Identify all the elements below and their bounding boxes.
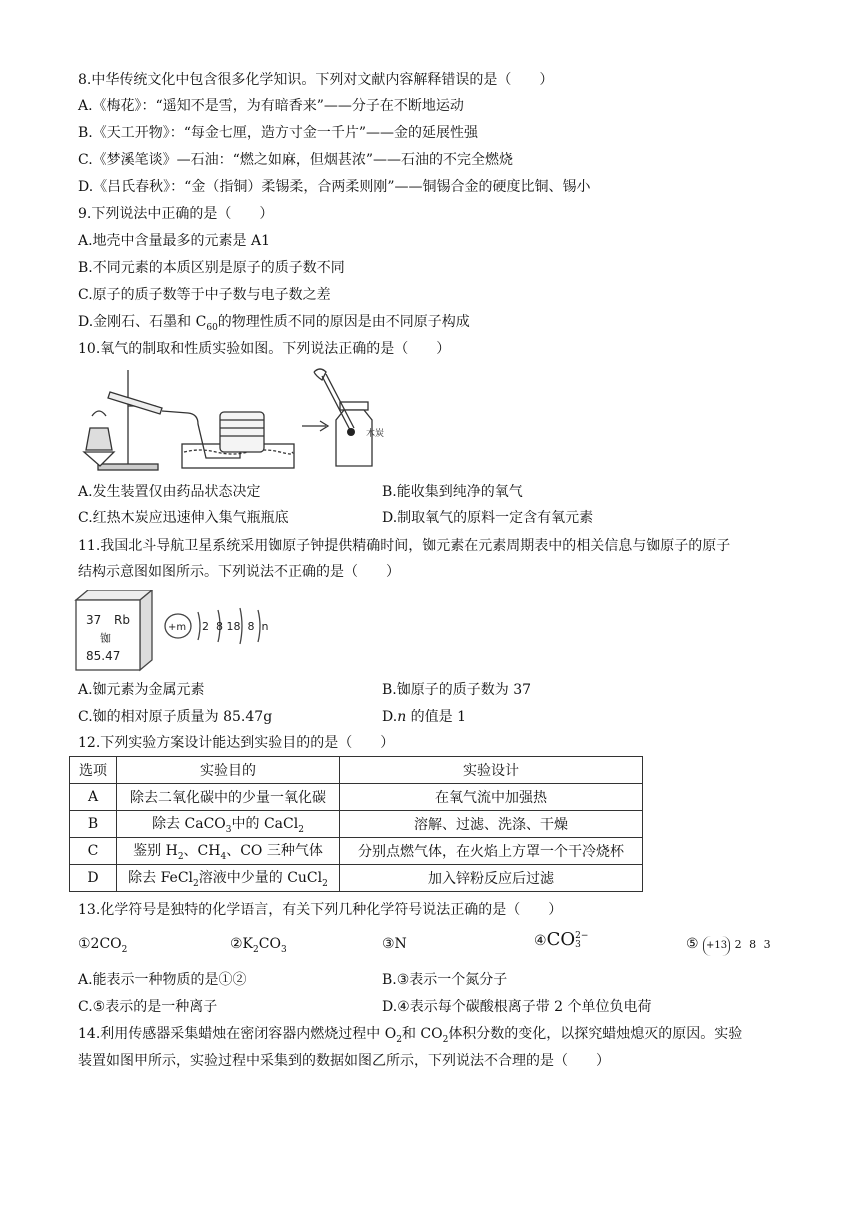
q13-option-c: C.⑤表示的是一种离子 (78, 999, 218, 1015)
row-design: 分别点燃气体，在火焰上方罩一个干冷烧杯 (340, 838, 643, 865)
q12-options-table (69, 756, 643, 892)
q10-option-c: C.红热木炭应迅速伸入集气瓶瓶底 (78, 510, 289, 526)
table-row (70, 784, 643, 811)
q13-symbol-2: $②K_2CO_3$ (230, 936, 287, 955)
oxygen-apparatus-figure (70, 366, 430, 474)
header-goal: 实验目的 (117, 757, 340, 784)
element-symbol: Rb (114, 613, 130, 627)
q8-option-b: B.《天工开物》：“每金七厘，造方寸金一千片”——金的延展性强 (78, 125, 479, 141)
row-option: D (70, 865, 117, 892)
q8-option-a: A.《梅花》：“遥知不是雪，为有暗香来”——分子在不断地运动 (78, 98, 464, 114)
element-atomic-number: 37 (86, 613, 102, 627)
table-row (70, 865, 643, 892)
q13-symbol-3: ③N (382, 936, 407, 952)
q13-option-b: B.③表示一个氮分子 (382, 972, 508, 988)
element-name: 铷 (100, 632, 111, 645)
q13-option-d: D.④表示每个碳酸根离子带 2 个单位负电荷 (382, 999, 652, 1015)
q9-stem: 9.下列说法中正确的是（ ） (78, 206, 274, 222)
row-design: 溶解、过滤、洗涤、干燥 (340, 811, 643, 838)
q13-option-a: A.能表示一种物质的是①② (78, 972, 247, 988)
q13-stem: 13.化学符号是独特的化学语言，有关下列几种化学符号说法正确的是（ ） (78, 902, 563, 918)
q10-option-b: B.能收集到纯净的氧气 (382, 484, 523, 500)
q11-stem-line1: 11.我国北斗导航卫星系统采用铷原子钟提供精确时间，铷元素在元素周期表中的相关信息与铷原子的原子 (78, 538, 731, 554)
nucleus-charge: +13 (703, 936, 730, 956)
header-option: 选项 (70, 757, 117, 784)
q13-symbol-5: ⑤ +13 2 8 3 (686, 934, 773, 956)
q13-symbol-4: ④CO 2− 3 (534, 929, 589, 950)
q9-option-b: B.不同元素的本质区别是原子的质子数不同 (78, 260, 345, 276)
row-option: C (70, 838, 117, 865)
row-goal: 除去二氧化碳中的少量一氧化碳 (117, 784, 340, 811)
q11-option-d: D.n 的值是 1 (382, 709, 467, 725)
rubidium-figure (72, 590, 382, 674)
q10-option-a: A.发生装置仅由药品状态决定 (78, 484, 261, 500)
q8-stem: 8.中华传统文化中包含很多化学知识。下列对文献内容解释错误的是（ ） (78, 72, 554, 88)
q14-stem-line1: 14.利用传感器采集蜡烛在密闭容器内燃烧过程中 $O_2$和 $CO_2$体积分数的变化，以探究蜡烛熄灭的原因。实验 (78, 1026, 743, 1045)
row-design: 在氧气流中加强热 (340, 784, 643, 811)
row-goal: 除去 FeCl$_2$溶液中少量的 CuCl$_2$ (117, 865, 340, 892)
q9-option-a: A.地壳中含量最多的元素是 A1 (78, 233, 271, 249)
q13-symbol-1: $①2CO_2$ (78, 936, 128, 955)
row-option: B (70, 811, 117, 838)
q9-option-d: D.金刚石、石墨和 $C_{60}$的物理性质不同的原因是由不同原子构成 (78, 314, 470, 333)
q8-option-c: C.《梦溪笔谈》—石油：“燃之如麻，但烟甚浓”——石油的不完全燃烧 (78, 152, 513, 168)
row-design: 加入锌粉反应后过滤 (340, 865, 643, 892)
nucleus-charge: +m (168, 622, 187, 633)
q9-option-c: C.原子的质子数等于中子数与电子数之差 (78, 287, 331, 303)
charcoal-label: 木炭 (366, 429, 385, 439)
q11-option-a: A.铷元素为金属元素 (78, 682, 205, 698)
q11-option-b: B.铷原子的质子数为 37 (382, 682, 532, 698)
q14-stem-line2: 装置如图甲所示，实验过程中采集到的数据如图乙所示，下列说法不合理的是（ ） (78, 1053, 610, 1069)
element-atomic-mass: 85.47 (86, 649, 121, 663)
header-design: 实验设计 (340, 757, 643, 784)
q11-option-c: C.铷的相对原子质量为 85.47g (78, 709, 273, 725)
q10-stem: 10.氧气的制取和性质实验如图。下列说法正确的是（ ） (78, 341, 451, 357)
row-goal: 除去 CaCO$_3$中的 CaCl$_2$ (117, 811, 340, 838)
table-row (70, 838, 643, 865)
row-goal: 鉴别 $H_2$、$CH_4$、CO 三种气体 (117, 838, 340, 865)
q11-stem-line2: 结构示意图如图所示。下列说法不正确的是（ ） (78, 564, 400, 580)
electron-shells: 2 8 3 (734, 938, 773, 951)
table-header-row (70, 757, 643, 784)
q8-option-d: D.《吕氏春秋》：“金（指铜）柔锡柔，合两柔则刚”——铜锡合金的硬度比铜、锡小 (78, 179, 591, 195)
q10-option-d: D.制取氧气的原料一定含有氧元素 (382, 510, 594, 526)
q12-stem: 12.下列实验方案设计能达到实验目的的是（ ） (78, 735, 395, 751)
table-row (70, 811, 643, 838)
electron-shells: 2 8 18 8 n (202, 620, 269, 633)
row-option: A (70, 784, 117, 811)
